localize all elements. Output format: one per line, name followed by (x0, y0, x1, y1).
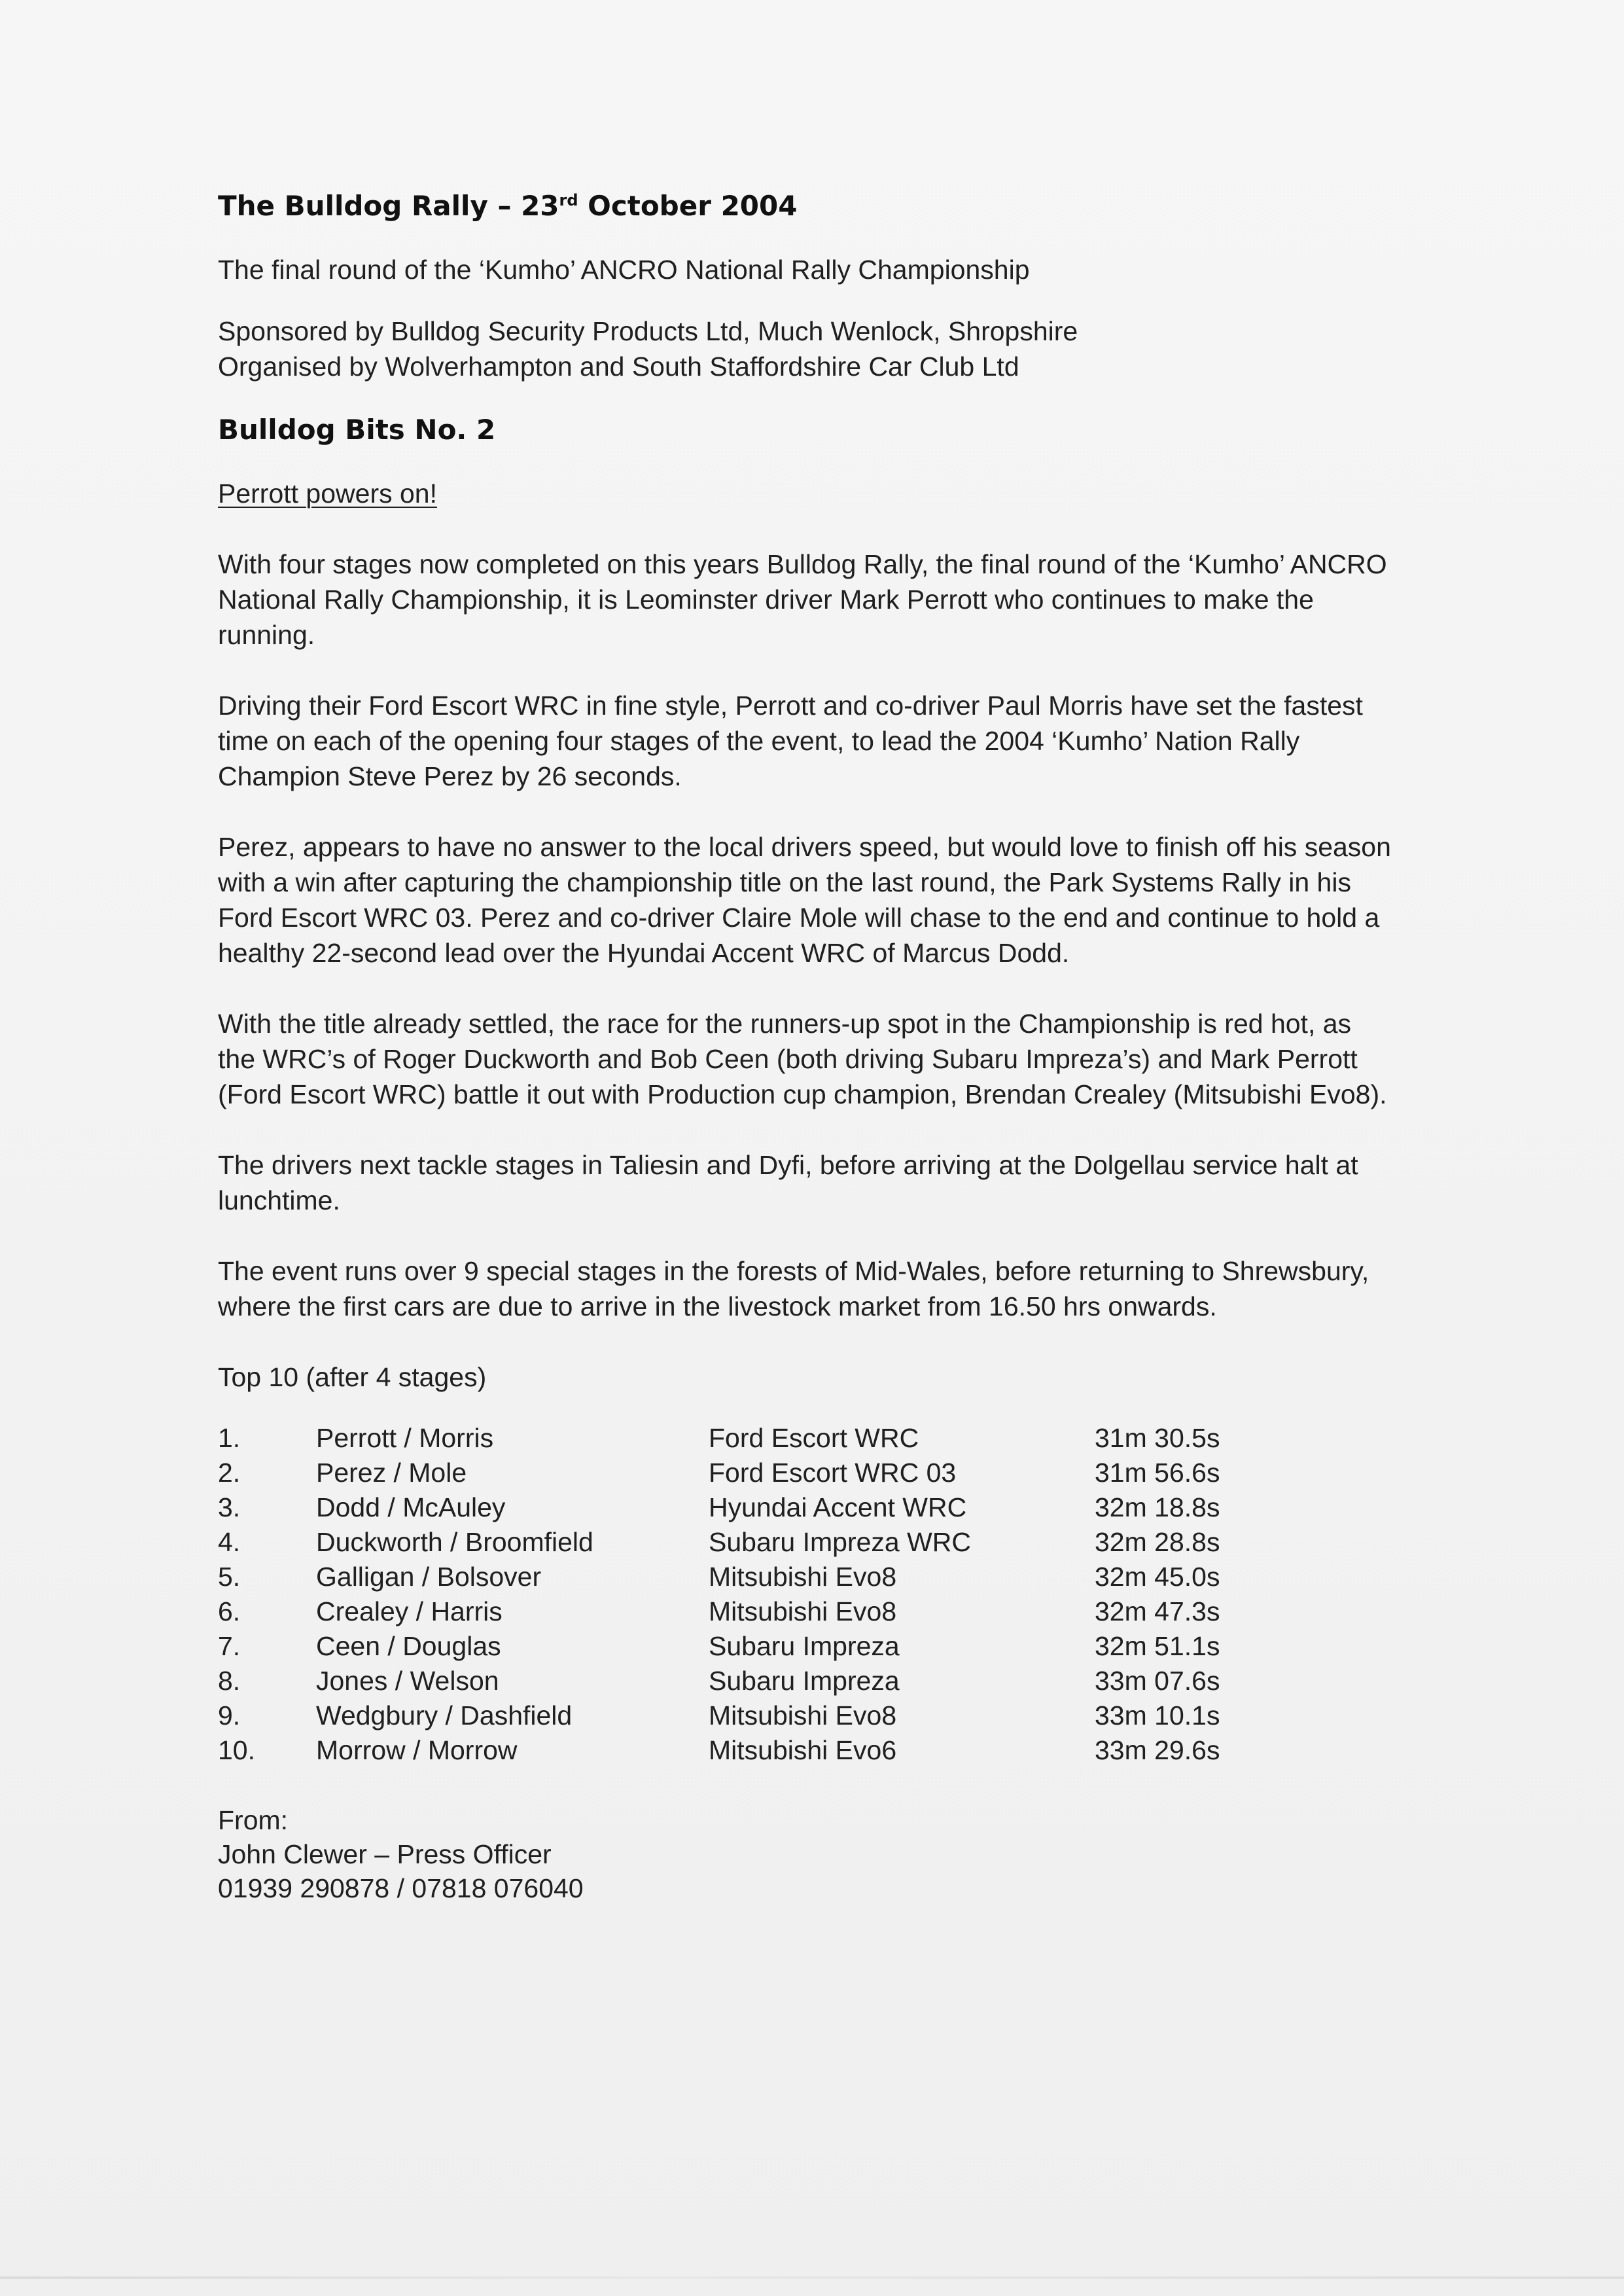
contact-phone: 01939 290878 / 07818 076040 (218, 1873, 584, 1903)
crew-cell: Galligan / Bolsover (316, 1562, 542, 1592)
contact-name: John Clewer – Press Officer (218, 1839, 552, 1869)
table-row (218, 1490, 1265, 1525)
bulletin-headline: Perrott powers on! (218, 478, 437, 509)
table-row (218, 1560, 1265, 1594)
title-ordinal-suffix: rd (559, 191, 578, 209)
crew-cell: Duckworth / Broomfield (316, 1527, 593, 1557)
sponsor-line: Sponsored by Bulldog Security Products Ltd, Much Wenlock, Shropshire (218, 316, 1078, 346)
crew-cell: Dodd / McAuley (316, 1492, 506, 1522)
title-tail: October 2004 (578, 190, 798, 222)
contact-label: From: (218, 1805, 289, 1835)
position-cell: 6. (218, 1596, 241, 1626)
table-row (218, 1421, 1265, 1456)
position-cell: 1. (218, 1423, 241, 1453)
car-cell: Subaru Impreza WRC (709, 1527, 972, 1557)
results-title: Top 10 (after 4 stages) (218, 1362, 487, 1392)
contact-block (218, 1803, 1396, 1905)
time-cell: 33m 10.1s (1095, 1700, 1220, 1731)
body-paragraph: The event runs over 9 special stages in the forests of Mid-Wales, before returning to Shrewsbury, where the first cars are due to arrive in the livestock market from 16.50 hrs onwards. (218, 1256, 1369, 1321)
car-cell: Mitsubishi Evo8 (709, 1596, 897, 1626)
car-cell: Hyundai Accent WRC (709, 1492, 967, 1522)
time-cell: 32m 18.8s (1095, 1492, 1220, 1522)
position-cell: 10. (218, 1735, 255, 1765)
body-paragraph: With four stages now completed on this years Bulldog Rally, the final round of the ‘Kumho’ ANCRO National Rally Championship, it is Leominster driver Mark Perrott who continues to make the running. (218, 549, 1387, 650)
table-row (218, 1733, 1265, 1768)
crew-cell: Crealey / Harris (316, 1596, 503, 1626)
title-main: The Bulldog Rally – 23 (218, 190, 559, 222)
position-cell: 2. (218, 1458, 241, 1488)
table-row (218, 1456, 1265, 1490)
results-table (218, 1421, 1265, 1768)
page-bottom-edge (0, 2276, 1624, 2279)
crew-cell: Ceen / Douglas (316, 1631, 501, 1661)
time-cell: 32m 51.1s (1095, 1631, 1220, 1661)
position-cell: 7. (218, 1631, 241, 1661)
position-cell: 8. (218, 1666, 241, 1696)
time-cell: 32m 47.3s (1095, 1596, 1220, 1626)
body-paragraph: Driving their Ford Escort WRC in fine style, Perrott and co-driver Paul Morris have set the fastest time on each of the opening four stages of the event, to lead the 2004 ‘Kumho’ Nation Rally Champion Steve Perez by 26 seconds. (218, 691, 1363, 791)
time-cell: 32m 45.0s (1095, 1562, 1220, 1592)
position-cell: 5. (218, 1562, 241, 1592)
crew-cell: Perez / Mole (316, 1458, 467, 1488)
position-cell: 4. (218, 1527, 241, 1557)
car-cell: Ford Escort WRC 03 (709, 1458, 957, 1488)
table-row (218, 1525, 1265, 1560)
table-row (218, 1629, 1265, 1664)
time-cell: 32m 28.8s (1095, 1527, 1220, 1557)
press-release (218, 187, 1396, 1905)
car-cell: Subaru Impreza (709, 1631, 900, 1661)
time-cell: 33m 29.6s (1095, 1735, 1220, 1765)
crew-cell: Perrott / Morris (316, 1423, 494, 1453)
crew-cell: Wedgbury / Dashfield (316, 1700, 573, 1731)
page-title (218, 187, 1396, 226)
time-cell: 31m 56.6s (1095, 1458, 1220, 1488)
time-cell: 33m 07.6s (1095, 1666, 1220, 1696)
bulletin-title: Bulldog Bits No. 2 (218, 414, 496, 446)
position-cell: 3. (218, 1492, 241, 1522)
sponsor-block (218, 314, 1396, 384)
table-row (218, 1594, 1265, 1629)
crew-cell: Morrow / Morrow (316, 1735, 518, 1765)
car-cell: Subaru Impreza (709, 1666, 900, 1696)
body-paragraph: With the title already settled, the race for the runners-up spot in the Championship is red hot, as the WRC’s of Roger Duckworth and Bob Ceen (both driving Subaru Impreza’s) and Mark Perrott (Ford Escort WRC) battle it out with Production cup champion, Brendan Crealey (Mitsubishi Evo8). (218, 1009, 1387, 1109)
body-paragraph: The drivers next tackle stages in Taliesin and Dyfi, before arriving at the Dolgellau service halt at lunchtime. (218, 1150, 1358, 1215)
car-cell: Mitsubishi Evo8 (709, 1700, 897, 1731)
car-cell: Mitsubishi Evo6 (709, 1735, 897, 1765)
body-paragraph: Perez, appears to have no answer to the local drivers speed, but would love to finish off his season with a win after capturing the championship title on the last round, the Park Systems Rally in his Ford Escort WRC 03. Perez and co-driver Claire Mole will chase to the end and continue to hold a healthy 22-second lead over the Hyundai Accent WRC of Marcus Dodd. (218, 832, 1391, 968)
organiser-line: Organised by Wolverhampton and South Staffordshire Car Club Ltd (218, 351, 1019, 382)
table-row (218, 1664, 1265, 1698)
crew-cell: Jones / Welson (316, 1666, 499, 1696)
position-cell: 9. (218, 1700, 241, 1731)
championship-round-line: The final round of the ‘Kumho’ ANCRO National Rally Championship (218, 255, 1030, 285)
car-cell: Ford Escort WRC (709, 1423, 919, 1453)
time-cell: 31m 30.5s (1095, 1423, 1220, 1453)
car-cell: Mitsubishi Evo8 (709, 1562, 897, 1592)
table-row (218, 1698, 1265, 1733)
